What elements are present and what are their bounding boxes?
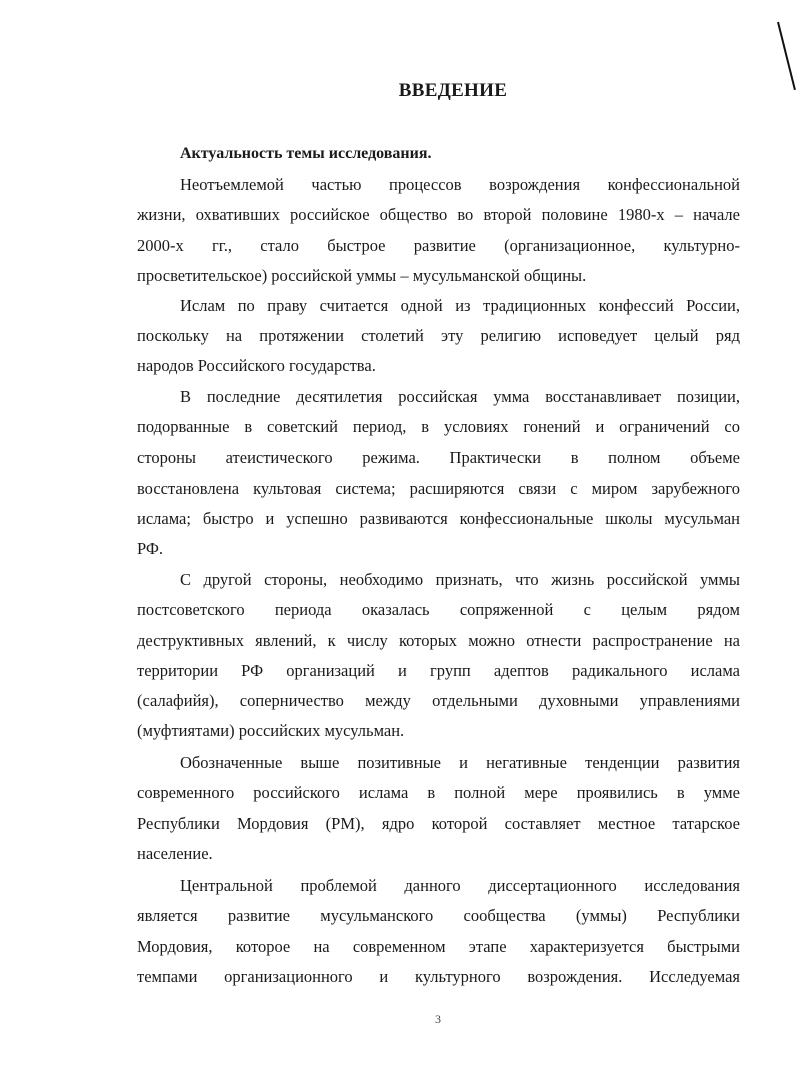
text-line: поскольку на протяжении столетий эту религию исповедует целый ряд xyxy=(137,326,740,345)
page-number: 3 xyxy=(435,1012,441,1026)
text-line: Центральной проблемой данного диссертационного исследования xyxy=(180,876,740,895)
text-line: В последние десятилетия российская умма восстанавливает позиции, xyxy=(180,387,740,406)
text-line: деструктивных явлений, к числу которых можно отнести распространение на xyxy=(137,631,740,650)
text-line: современного российского ислама в полной мере проявились в умме xyxy=(137,783,740,802)
text-line: подорванные в советский период, в условиях гонений и ограничений со xyxy=(137,417,740,436)
text-line: (салафийя), соперничество между отдельными духовными управлениями xyxy=(137,691,740,710)
text-line: ислама; быстро и успешно развиваются конфессиональные школы мусульман xyxy=(137,509,740,528)
text-line: постсоветского периода оказалась сопряженной с целым рядом xyxy=(137,600,740,619)
text-line: просветительское) российской уммы – мусульманской общины. xyxy=(137,266,587,285)
text-line: РФ. xyxy=(137,539,164,558)
text-line: Ислам по праву считается одной из традиционных конфессий России, xyxy=(180,296,740,315)
text-line: стороны атеистического режима. Практически в полном объеме xyxy=(137,448,740,467)
text-line: Неотъемлемой частью процессов возрождения конфессиональной xyxy=(180,175,740,194)
page-title: ВВЕДЕНИЕ xyxy=(398,80,508,101)
text-line: Мордовия, которое на современном этапе характеризуется быстрыми xyxy=(137,937,740,956)
text-line: (муфтиятами) российских мусульман. xyxy=(137,721,405,740)
text-line: население. xyxy=(137,844,213,863)
text-line: Обозначенные выше позитивные и негативные тенденции развития xyxy=(180,753,740,772)
text-line: жизни, охвативших российское общество во второй половине 1980-х – начале xyxy=(137,205,740,224)
text-line: темпами организационного и культурного возрождения. Исследуемая xyxy=(137,967,740,986)
text-line: восстановлена культовая система; расширяются связи с миром зарубежного xyxy=(137,479,740,498)
text-line: является развитие мусульманского сообщества (уммы) Республики xyxy=(137,906,740,925)
text-line: народов Российского государства. xyxy=(137,356,376,375)
text-line: С другой стороны, необходимо признать, что жизнь российской уммы xyxy=(180,570,740,589)
text-line: Республики Мордовия (РМ), ядро которой составляет местное татарское xyxy=(137,814,740,833)
text-line: 2000-х гг., стало быстрое развитие (организационное, культурно- xyxy=(137,236,740,255)
section-heading: Актуальность темы исследования. xyxy=(180,145,432,162)
text-line: территории РФ организаций и групп адептов радикального ислама xyxy=(137,661,740,680)
